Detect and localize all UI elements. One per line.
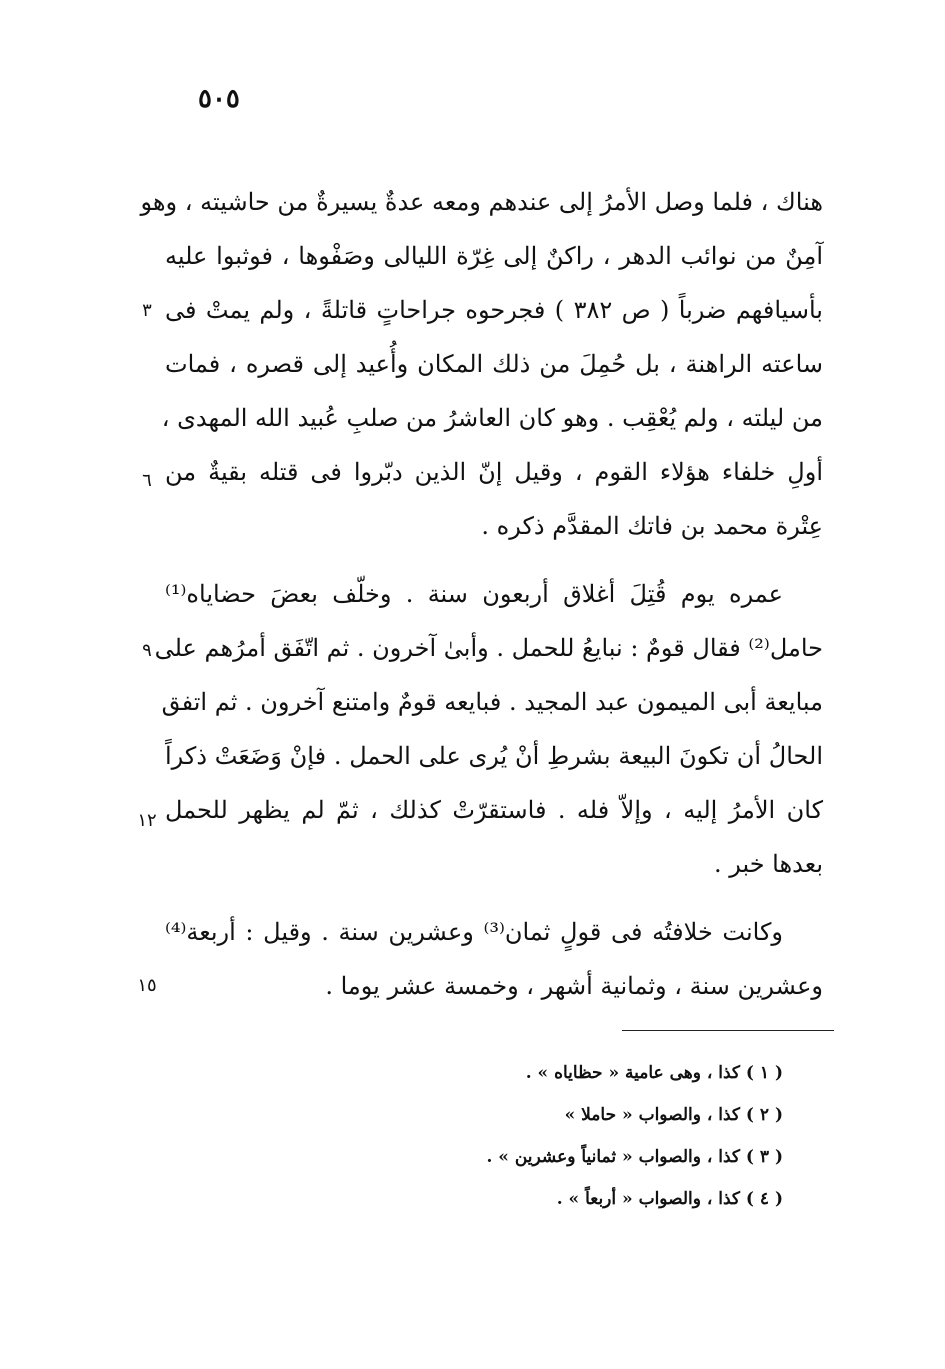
- footnote: ( ٣ ) كذا ، والصواب « ثمانياً وعشرين » .: [486, 1147, 783, 1167]
- line-number: ٣: [142, 300, 152, 321]
- text-line: حامل⁽²⁾ فقال قومٌ : نبايعُ للحمل . وأبىٰ آخرون . ثم اتّفَق أمرُهم على: [154, 634, 823, 662]
- text-line: عمره يوم قُتِلَ أغلاق أربعون سنة . وخلّف بعضَ حضاياه⁽¹⁾: [165, 580, 783, 608]
- text-line: وكانت خلافتُه فى قولٍ ثمان⁽³⁾ وعشرين سنة . وقيل : أربعة⁽⁴⁾: [165, 918, 784, 946]
- line-number: ١٢: [137, 810, 157, 831]
- text-line: من ليلته ، ولم يُعْقِب . وهو كان العاشرُ من صلبِ عُبيد الله المهدى ،: [161, 404, 823, 432]
- text-line: وعشرين سنة ، وثمانية أشهر ، وخمسة عشر يوما .: [325, 972, 823, 1000]
- text-line: أولِ خلفاء هؤلاء القوم ، وقيل إنّ الذين دبّروا فى قتله بقيةٌ من: [165, 458, 823, 486]
- footnote: ( ٤ ) كذا ، والصواب « أربعاً » .: [556, 1189, 783, 1209]
- footnotes: [486, 1052, 783, 1220]
- text-line: عِتْرة محمد بن فاتك المقدَّم ذكره .: [481, 512, 823, 540]
- text-line: مبايعة أبى الميمون عبد المجيد . فبايعه قومٌ وامتنع آخرون . ثم اتفق: [161, 688, 823, 716]
- page-number: ٥٠٥: [198, 84, 240, 114]
- text-line: آمِنٌ من نوائب الدهر ، راكنٌ إلى غِرّة الليالى وصَفْوها ، فوثبوا عليه: [165, 242, 823, 270]
- text-line: الحالُ أن تكونَ البيعة بشرطِ أنْ يُرى على الحمل . فإنْ وَضَعَتْ ذكراً: [165, 742, 823, 770]
- footnote: ( ١ ) كذا ، وهى عامية « حظاياه » .: [525, 1063, 783, 1083]
- text-line: ساعته الراهنة ، بل حُمِلَ من ذلك المكان وأُعيد إلى قصره ، فمات: [165, 350, 823, 378]
- text-line: كان الأمرُ إليه ، وإلاّ فله . فاستقرّتْ كذلك ، ثمّ لم يظهر للحمل: [165, 796, 823, 824]
- line-number: ٩: [142, 640, 152, 661]
- footnote: ( ٢ ) كذا ، والصواب « حاملا »: [564, 1105, 783, 1125]
- text-line: بعدها خبر .: [713, 850, 823, 878]
- text-line: هناك ، فلما وصل الأمرُ إلى عندهم ومعه عدةٌ يسيرةٌ من حاشيته ، وهو: [140, 188, 823, 216]
- footnote-divider: [622, 1030, 834, 1031]
- line-number: ١٥: [137, 975, 157, 996]
- text-line: بأسيافهم ضرباً ( ص ٣٨٢ ) فجرحوه جراحاتٍ قاتلةً ، ولم يمتْ فى: [165, 296, 823, 324]
- line-number: ٦: [142, 470, 152, 491]
